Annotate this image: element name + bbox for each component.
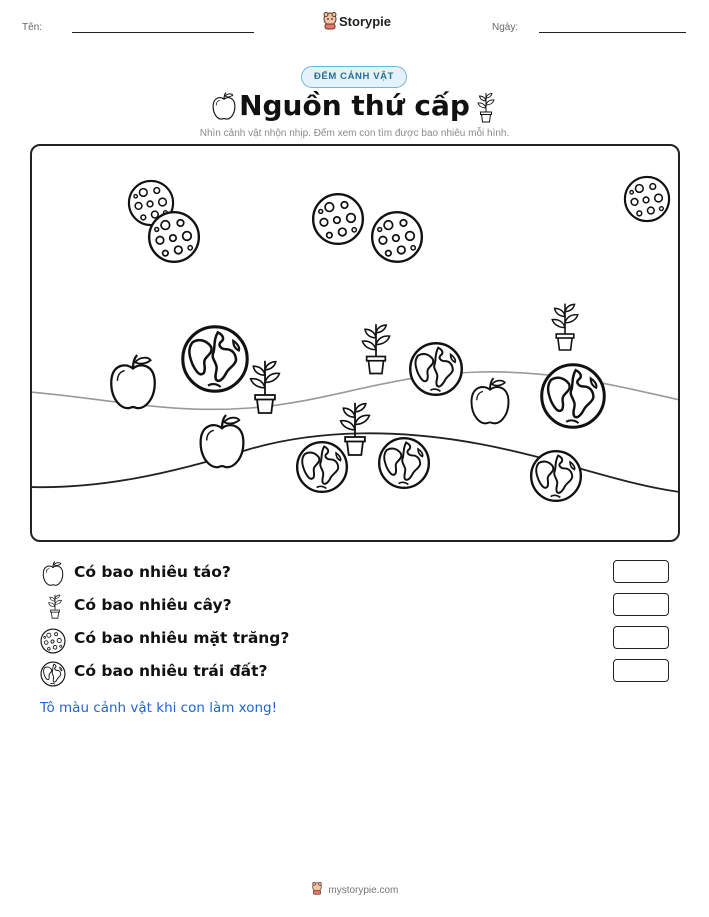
answer-box-apples[interactable] bbox=[613, 560, 669, 583]
earth-icon bbox=[297, 442, 347, 492]
earth-icon bbox=[379, 438, 429, 488]
moon-icon bbox=[313, 194, 363, 244]
earth-icon bbox=[531, 451, 581, 501]
footer-url[interactable]: mystorypie.com bbox=[328, 885, 399, 896]
answer-box-earths[interactable] bbox=[613, 659, 669, 682]
apple-icon bbox=[40, 561, 66, 587]
earth-icon bbox=[410, 343, 462, 395]
question-text: Có bao nhiêu mặt trăng? bbox=[74, 629, 290, 647]
counting-scene bbox=[30, 144, 680, 542]
question-row-apples bbox=[38, 560, 678, 588]
title-plant-icon bbox=[476, 91, 496, 123]
coloring-note: Tô màu cảnh vật khi con làm xong! bbox=[40, 700, 278, 716]
date-line[interactable] bbox=[539, 32, 686, 33]
apple-icon bbox=[472, 378, 509, 423]
answer-box-moons[interactable] bbox=[613, 626, 669, 649]
name-label: Tên: bbox=[22, 22, 43, 33]
question-text: Có bao nhiêu trái đất? bbox=[74, 662, 268, 680]
question-text: Có bao nhiêu cây? bbox=[74, 596, 232, 614]
footer-brand bbox=[0, 882, 709, 896]
moon-icon bbox=[149, 212, 199, 262]
apple-icon bbox=[201, 415, 244, 467]
answer-box-plants[interactable] bbox=[613, 593, 669, 616]
moon-icon bbox=[625, 177, 669, 221]
earth-icon bbox=[183, 327, 247, 391]
earth-icon bbox=[40, 661, 66, 687]
storypie-mascot-icon bbox=[311, 882, 323, 895]
name-line[interactable] bbox=[72, 32, 254, 33]
plant-icon bbox=[341, 403, 370, 455]
moon-icon bbox=[372, 212, 422, 262]
question-text: Có bao nhiêu táo? bbox=[74, 563, 231, 581]
activity-badge: ĐẾM CẢNH VẬT bbox=[301, 66, 407, 88]
moon-icon bbox=[40, 628, 66, 654]
apple-icon bbox=[111, 355, 155, 408]
scene-illustration bbox=[30, 144, 680, 542]
question-row-plants bbox=[38, 593, 678, 621]
question-row-moons bbox=[38, 626, 678, 654]
brand-name: Storypie bbox=[339, 14, 392, 29]
plant-icon bbox=[42, 593, 68, 619]
storypie-mascot-icon bbox=[322, 12, 338, 30]
page-title: Nguồn thứ cấp bbox=[239, 89, 470, 122]
instructions: Nhìn cảnh vật nhộn nhịp. Đếm xem con tìm được bao nhiêu mỗi hình. bbox=[199, 128, 510, 139]
question-row-earths bbox=[38, 659, 678, 687]
date-label: Ngày: bbox=[492, 22, 519, 33]
earth-icon bbox=[542, 365, 605, 428]
plant-icon bbox=[552, 304, 578, 350]
plant-icon bbox=[362, 324, 389, 373]
